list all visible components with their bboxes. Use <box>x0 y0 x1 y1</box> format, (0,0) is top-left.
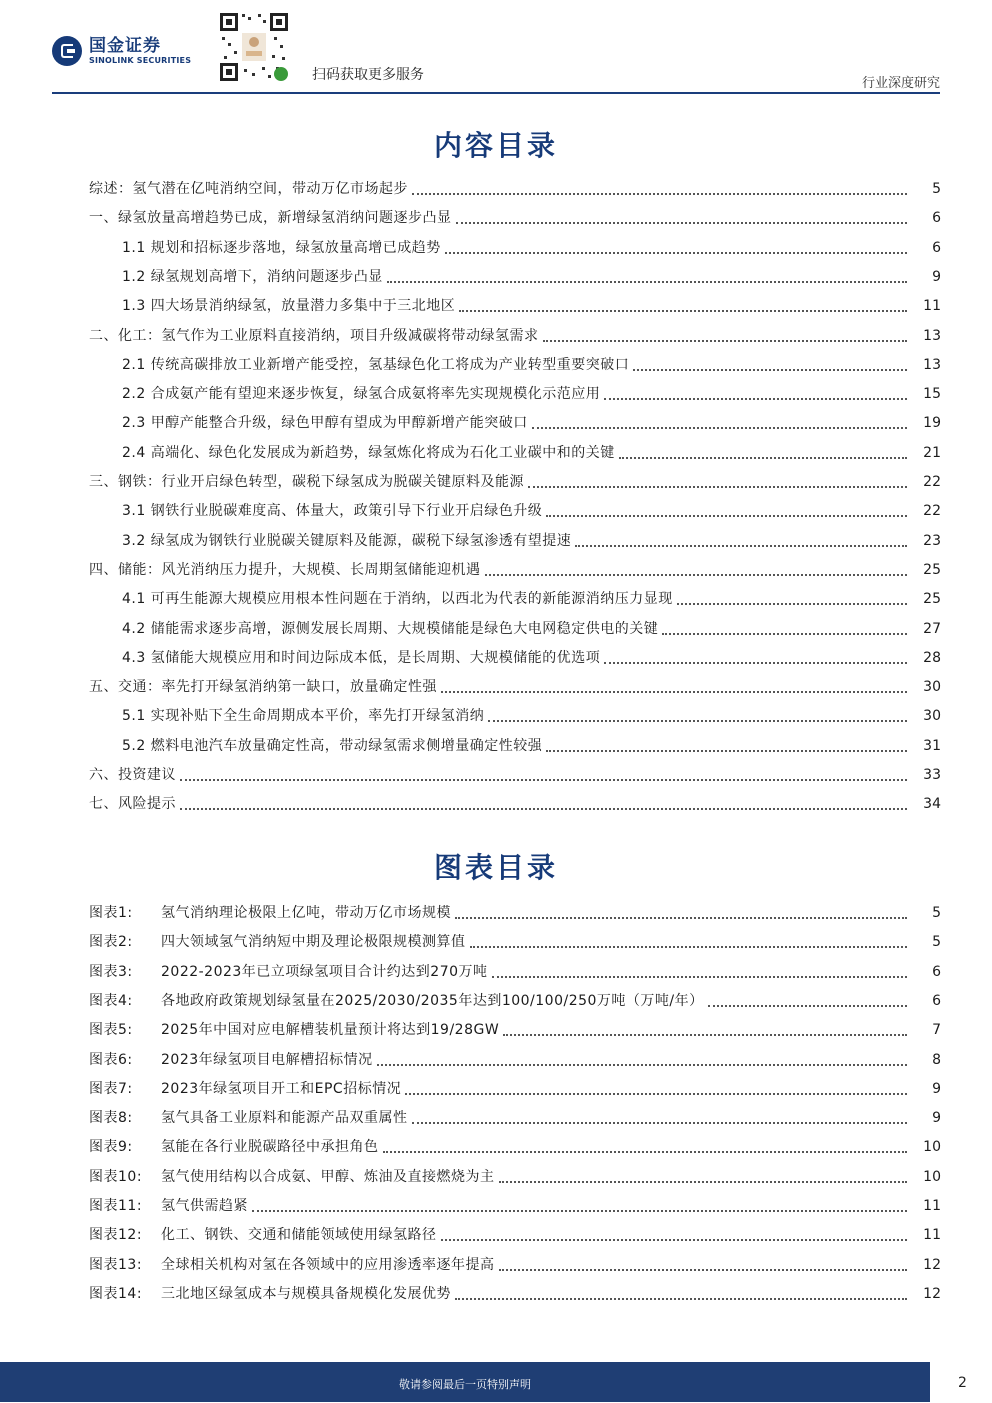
figure-entry-label <box>89 1285 455 1303</box>
figure-entry-page: 10 <box>923 1139 941 1156</box>
toc-entry-label: 二、化工：氢气作为工业原料直接消纳，项目升级减碳将带动绿氢需求 <box>89 327 539 344</box>
toc-leader-dots <box>180 779 907 781</box>
toc-entry[interactable] <box>89 557 941 579</box>
toc-entry-page: 22 <box>923 474 941 490</box>
figure-leader-dots <box>441 1239 908 1241</box>
figure-entry[interactable] <box>89 1134 941 1156</box>
toc-leader-dots <box>604 398 907 400</box>
toc-leader-dots <box>459 310 907 312</box>
toc-entry-label: 七、风险提示 <box>89 796 176 813</box>
toc-entry[interactable] <box>89 440 941 462</box>
toc-leader-dots <box>546 750 907 752</box>
figure-leader-dots <box>503 1034 907 1036</box>
toc-leader-dots <box>677 603 907 605</box>
toc-leader-dots <box>445 252 907 254</box>
toc-leader-dots <box>180 808 907 810</box>
toc-entry-page: 11 <box>923 298 941 315</box>
figure-entry-label <box>89 904 455 922</box>
figure-leader-dots <box>383 1151 908 1153</box>
figure-leader-dots <box>412 1122 908 1124</box>
toc-leader-dots <box>387 281 907 283</box>
figures-title: 图表目录 <box>433 851 558 884</box>
figure-entry-title: 全球相关机构对氢在各领域中的应用渗透率逐年提高 <box>161 1256 495 1273</box>
toc-entry-page: 30 <box>923 679 941 696</box>
figure-entry-label <box>89 1021 503 1039</box>
toc-entry-label: 5.1 实现补贴下全生命周期成本平价，率先打开绿氢消纳 <box>122 708 485 725</box>
figure-entry-label <box>89 1226 441 1244</box>
toc-entry-label: 4.2 储能需求逐步高增，源侧发展长周期、大规模储能是绿色大电网稳定供电的关键 <box>122 620 659 637</box>
page-number: 2 <box>958 1375 967 1391</box>
figure-leader-dots <box>455 917 907 919</box>
toc-leader-dots <box>488 720 907 722</box>
figure-entry-title: 氢气使用结构以合成氨、甲醇、炼油及直接燃烧为主 <box>161 1168 495 1185</box>
figure-leader-dots <box>499 1269 908 1271</box>
figure-entry[interactable] <box>89 1105 941 1127</box>
toc-entry[interactable] <box>89 703 941 725</box>
figure-leader-dots <box>455 1298 907 1300</box>
figure-entry-title: 四大领域氢气消纳短中期及理论极限规模测算值 <box>161 934 466 951</box>
toc-entry-label: 1.1 规划和招标逐步落地，绿氢放量高增已成趋势 <box>122 239 441 256</box>
toc-entry-page: 23 <box>923 532 941 549</box>
toc-entry-label: 4.3 氢储能大规模应用和时间边际成本低，是长周期、大规模储能的优选项 <box>122 649 601 666</box>
toc-entry[interactable] <box>89 323 941 345</box>
toc-entry-page: 6 <box>932 210 941 227</box>
figure-entry-number: 图表6: <box>89 1051 133 1068</box>
figure-leader-dots <box>492 976 907 978</box>
toc-entry-label: 1.3 四大场景消纳绿氢，放量潜力多集中于三北地区 <box>122 298 456 315</box>
figure-entry-number: 图表10: <box>89 1168 143 1185</box>
toc-entry-page: 27 <box>923 620 941 637</box>
toc-entry-page: 25 <box>923 591 941 608</box>
figure-entry-number: 图表2: <box>89 934 133 951</box>
figure-entry-label <box>89 1138 383 1156</box>
figure-entry-page: 5 <box>932 905 941 921</box>
figure-entry-number: 图表9: <box>89 1139 133 1156</box>
figure-entry-number: 图表14: <box>89 1285 143 1302</box>
figure-entry-number: 图表13: <box>89 1256 143 1273</box>
figure-leader-dots <box>470 946 908 948</box>
figure-entry[interactable] <box>89 1164 941 1186</box>
figure-entry-title: 2023年绿氢项目开工和EPC招标情况 <box>161 1080 402 1097</box>
figure-entry-label <box>89 1197 252 1215</box>
toc-entry-page: 22 <box>923 503 941 520</box>
qr-code[interactable] <box>218 11 290 83</box>
toc-entry-page: 31 <box>923 737 941 754</box>
toc-entry-label: 5.2 燃料电池汽车放量确定性高，带动绿氢需求侧增量确定性较强 <box>122 737 543 754</box>
figure-entry-label <box>89 1256 499 1274</box>
toc-entry-page: 13 <box>923 327 941 344</box>
figure-entry-label <box>89 1109 412 1127</box>
toc-leader-dots <box>485 574 908 576</box>
figure-entry-page: 8 <box>932 1051 941 1068</box>
figure-entry-number: 图表3: <box>89 963 133 980</box>
figure-entry[interactable] <box>89 1222 941 1244</box>
toc-entry-label: 六、投资建议 <box>89 767 176 783</box>
toc-entry[interactable] <box>89 410 941 432</box>
scan-prompt: 扫码获取更多服务 <box>312 67 424 83</box>
figure-entry[interactable] <box>89 1193 941 1215</box>
figure-entry[interactable] <box>89 929 941 951</box>
figure-entry-page: 6 <box>932 963 941 980</box>
toc-leader-dots <box>575 545 907 547</box>
figure-entry-number: 图表12: <box>89 1227 143 1244</box>
logo-name-cn: 国金证券 <box>89 35 161 56</box>
toc-entry-label: 五、交通：率先打开绿氢消纳第一缺口，放量确定性强 <box>89 679 437 696</box>
figure-entry-page: 12 <box>923 1285 941 1302</box>
toc-entry[interactable] <box>89 352 941 374</box>
figure-entry-title: 2022-2023年已立项绿氢项目合计约达到270万吨 <box>161 963 488 980</box>
figure-leader-dots <box>252 1210 907 1212</box>
figure-entry-page: 6 <box>932 992 941 1009</box>
toc-entry-label: 2.3 甲醇产能整合升级，绿色甲醇有望成为甲醇新增产能突破口 <box>122 415 528 432</box>
logo-icon <box>52 36 82 66</box>
toc-entry-page: 28 <box>923 649 941 666</box>
toc-leader-dots <box>604 662 907 664</box>
figure-entry-page: 10 <box>923 1168 941 1185</box>
toc-entry[interactable] <box>89 498 941 520</box>
figure-entry-title: 2023年绿氢项目电解槽招标情况 <box>161 1051 373 1068</box>
toc-entry-label: 一、绿氢放量高增趋势已成，新增绿氢消纳问题逐步凸显 <box>89 210 452 227</box>
figure-entry-number: 图表4: <box>89 992 133 1009</box>
report-type: 行业深度研究 <box>861 76 940 91</box>
toc-leader-dots <box>532 427 907 429</box>
figure-leader-dots <box>377 1064 907 1066</box>
toc-leader-dots <box>528 486 907 488</box>
logo-name-en: SINOLINK SECURITIES <box>89 55 192 65</box>
figure-entry-label <box>89 933 470 951</box>
toc-entry-label: 2.2 合成氨产能有望迎来逐步恢复，绿氢合成氨将率先实现规模化示范应用 <box>122 386 601 403</box>
figure-entry-page: 11 <box>923 1227 941 1244</box>
toc-entry-page: 34 <box>923 796 941 813</box>
toc-entry[interactable] <box>89 674 941 696</box>
figure-leader-dots <box>499 1181 908 1183</box>
toc-entry-label: 2.4 高端化、绿色化发展成为新趋势，绿氢炼化将成为石化工业碳中和的关键 <box>122 444 615 461</box>
toc-entry-label: 三、钢铁：行业开启绿色转型，碳税下绿氢成为脱碳关键原料及能源 <box>89 474 524 490</box>
figure-entry-page: 9 <box>932 1080 941 1097</box>
figure-entry[interactable] <box>89 1017 941 1039</box>
figure-entry-number: 图表7: <box>89 1080 133 1097</box>
toc-leader-dots <box>662 633 907 635</box>
toc-entry[interactable] <box>89 586 941 608</box>
page-header <box>0 0 992 96</box>
toc-entry[interactable] <box>89 791 941 813</box>
figure-entry-page: 7 <box>932 1022 941 1039</box>
toc-entry-page: 21 <box>923 444 941 461</box>
toc-entry[interactable] <box>89 293 941 315</box>
toc-leader-dots <box>546 515 907 517</box>
figure-entry-label <box>89 992 708 1010</box>
toc-entry[interactable] <box>89 528 941 550</box>
toc-entry-page: 25 <box>923 561 941 578</box>
toc-entry[interactable] <box>89 235 941 257</box>
figure-entry-title: 三北地区绿氢成本与规模具备规模化发展优势 <box>161 1285 451 1302</box>
toc-entry-label: 2.1 传统高碳排放工业新增产能受控，氢基绿色化工将成为产业转型重要突破口 <box>122 356 630 373</box>
toc-leader-dots <box>633 369 907 371</box>
figure-entry-title: 氢气具备工业原料和能源产品双重属性 <box>161 1110 408 1127</box>
toc-entry-label: 3.2 绿氢成为钢铁行业脱碳关键原料及能源，碳税下绿氢渗透有望提速 <box>122 532 572 549</box>
toc-entry-page: 6 <box>932 239 941 256</box>
toc-leader-dots <box>619 457 907 459</box>
figure-entry-label <box>89 1080 405 1098</box>
toc-entry[interactable] <box>89 762 941 784</box>
figure-entry-title: 氢气供需趋紧 <box>161 1198 248 1214</box>
figure-entry-page: 9 <box>932 1110 941 1127</box>
toc-entry[interactable] <box>89 176 941 198</box>
figure-entry-page: 11 <box>923 1198 941 1214</box>
figure-entry[interactable] <box>89 900 941 922</box>
figure-entry[interactable] <box>89 959 941 981</box>
toc-entry-page: 15 <box>923 386 941 403</box>
figure-entry[interactable] <box>89 1076 941 1098</box>
figure-entry-number: 图表11: <box>89 1198 143 1214</box>
figure-entry[interactable] <box>89 1047 941 1069</box>
toc-leader-dots <box>412 193 907 195</box>
toc-entry[interactable] <box>89 616 941 638</box>
toc-entry-page: 13 <box>923 356 941 373</box>
footer-disclaimer[interactable]: 敬请参阅最后一页特别声明 <box>399 1378 531 1391</box>
toc-entry[interactable] <box>89 264 941 286</box>
figure-entry-title: 各地政府政策规划绿氢量在2025/2030/2035年达到100/100/250万吨（万吨/年） <box>161 992 704 1009</box>
figure-entry-label <box>89 1168 499 1186</box>
toc-entry-page: 9 <box>932 268 941 285</box>
toc-leader-dots <box>543 340 908 342</box>
company-logo <box>52 36 191 66</box>
figure-entry[interactable] <box>89 988 941 1010</box>
toc-entry[interactable] <box>89 645 941 667</box>
toc-entry-label: 四、储能：风光消纳压力提升，大规模、长周期氢储能迎机遇 <box>89 561 481 578</box>
toc-entry[interactable] <box>89 205 941 227</box>
toc-entry-page: 5 <box>932 181 941 197</box>
toc-entry-label: 3.1 钢铁行业脱碳难度高、体量大，政策引导下行业开启绿色升级 <box>122 503 543 520</box>
figure-entry[interactable] <box>89 1281 941 1303</box>
figure-entry-title: 氢能在各行业脱碳路径中承担角色 <box>161 1139 379 1156</box>
toc-entry[interactable] <box>89 381 941 403</box>
toc-title: 内容目录 <box>433 129 558 162</box>
toc-leader-dots <box>441 691 907 693</box>
figure-entry[interactable] <box>89 1252 941 1274</box>
toc-entry-label: 1.2 绿氢规划高增下，消纳问题逐步凸显 <box>122 268 383 285</box>
toc-entry-page: 19 <box>923 415 941 432</box>
toc-entry-label: 4.1 可再生能源大规模应用根本性问题在于消纳，以西北为代表的新能源消纳压力显现 <box>122 591 673 608</box>
figure-entry-title: 化工、钢铁、交通和储能领域使用绿氢路径 <box>161 1227 437 1244</box>
figure-leader-dots <box>405 1093 907 1095</box>
figure-entry-page: 12 <box>923 1256 941 1273</box>
figure-entry-title: 氢气消纳理论极限上亿吨，带动万亿市场规模 <box>161 905 451 921</box>
figure-entry-number: 图表1: <box>89 905 133 921</box>
figure-leader-dots <box>708 1005 907 1007</box>
toc-entry-page: 30 <box>923 708 941 725</box>
figure-entry-label <box>89 963 492 981</box>
toc-entry-label: 综述：氢气潜在亿吨消纳空间，带动万亿市场起步 <box>89 181 408 197</box>
toc-leader-dots <box>456 222 908 224</box>
toc-entry-page: 33 <box>923 767 941 783</box>
qr-code-icon <box>218 11 290 83</box>
figure-entry-title: 2025年中国对应电解槽装机量预计将达到19/28GW <box>161 1022 500 1039</box>
figure-entry-page: 5 <box>932 934 941 951</box>
toc-entry[interactable] <box>89 469 941 491</box>
toc-entry[interactable] <box>89 733 941 755</box>
figure-entry-number: 图表8: <box>89 1110 133 1127</box>
header-divider <box>52 92 940 94</box>
figure-entry-number: 图表5: <box>89 1022 133 1039</box>
figure-entry-label <box>89 1051 377 1069</box>
